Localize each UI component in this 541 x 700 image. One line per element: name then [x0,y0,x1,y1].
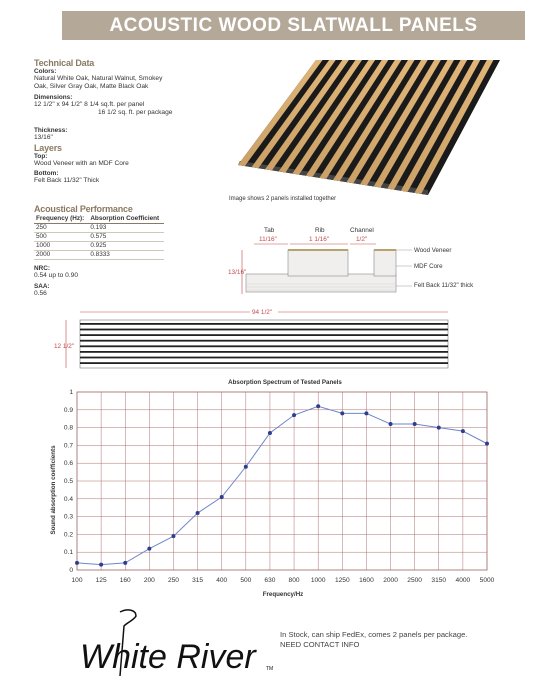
top-layer-label: Top: [34,153,48,160]
x-tick-label: 160 [119,577,131,584]
data-point [316,404,320,408]
white-river-logo [80,606,280,686]
table-row [34,232,164,241]
flat-slat-line [80,351,448,353]
thickness-dimension: 13/16" [228,269,247,276]
x-tick-label: 200 [143,577,155,584]
data-point [340,411,344,415]
y-tick-label: 0.4 [63,495,73,503]
table-row [34,250,164,259]
rib-label: Rib [315,227,325,234]
data-point [196,511,200,515]
dimensions-label: Dimensions: [34,94,73,101]
data-point [147,547,151,551]
wood-veneer-label: Wood Veneer [414,247,452,254]
data-point [485,442,489,446]
column-header-frequency: Frequency (Hz): [36,214,85,222]
panel-flat-drawing [54,306,454,372]
stock-info: In Stock, can ship FedEx, comes 2 panels per package. [280,630,468,639]
y-tick-label: 0 [69,567,73,574]
table-cell: 250 [36,224,47,231]
rib-value: 1 1/16" [309,236,330,243]
chart-series [75,404,489,566]
image-caption: Image shows 2 panels installed together [229,196,337,202]
table-row [34,241,164,250]
logo-text: White River [80,638,256,676]
table-cell: 500 [36,233,47,240]
flat-slat-line [80,334,448,336]
x-tick-label: 2500 [407,577,422,584]
data-point [220,495,224,499]
x-tick-label: 400 [216,577,228,584]
chart-x-ticks [71,577,494,584]
chart-y-axis-label: Sound absorption coefficients [50,445,57,535]
logo-graphic [80,606,280,686]
data-point [389,422,393,426]
data-point [75,561,79,565]
data-point [244,465,248,469]
thickness-value: 13/16" [34,134,53,141]
x-tick-label: 800 [288,577,300,584]
logo-trademark: TM [266,666,274,672]
y-tick-label: 0.6 [63,460,73,468]
acoustical-table [34,214,164,260]
table-cell: 0.925 [90,242,107,249]
flat-slat-line [80,340,448,342]
mdf-core-label: MDF Core [414,263,443,270]
table-cell: 1000 [36,242,51,249]
absorption-chart [40,372,510,602]
colors-line-2: Oak, Silver Gray Oak, Matte Black Oak [34,83,149,90]
x-tick-label: 4000 [455,577,471,584]
flat-slat-line [80,323,448,325]
data-point [413,422,417,426]
tab-label: Tab [264,227,275,234]
data-point [99,563,103,567]
data-point [292,413,296,417]
y-tick-label: 0.8 [63,424,73,432]
cross-section-diagram [228,224,528,304]
leader-lines [396,250,412,286]
bottom-layer-label: Bottom: [34,170,59,177]
channel-label: Channel [350,227,374,234]
colors-line-1: Natural White Oak, Natural Walnut, Smokey [34,75,163,82]
acoustical-section [34,204,184,298]
table-cell: 0.575 [90,233,107,240]
series-line [77,406,487,564]
flat-slat-line [80,357,448,359]
x-tick-label: 2000 [383,577,398,584]
table-row [34,223,164,232]
nrc-value: 0.54 up to 0.90 [34,271,78,279]
acoustical-heading: Acoustical Performance [34,204,133,214]
y-tick-label: 0.9 [63,406,73,414]
x-tick-label: 1250 [334,577,350,584]
channel-value: 1/2" [356,236,368,243]
dimensions-line-2: 16 1/2 sq. ft. per package [98,109,173,116]
technical-data-section [34,58,234,185]
chart-grid [77,392,487,570]
data-point [364,411,368,415]
panel-product-image [228,55,503,195]
thickness-label: Thickness: [34,127,68,134]
panel-length-label: 94 1/2" [252,309,273,316]
y-tick-label: 1 [69,389,73,396]
technical-data-heading: Technical Data [34,58,95,68]
table-cell: 2000 [36,251,51,258]
flat-slat-line [80,329,448,331]
x-tick-label: 1000 [310,577,326,584]
cross-section-shape [246,249,396,292]
top-layer-value: Wood Veneer with an MDF Core [34,160,129,167]
x-tick-label: 500 [240,577,252,584]
y-tick-label: 0.1 [63,549,73,557]
x-tick-label: 315 [192,577,204,584]
data-point [461,429,465,433]
flat-slat-line [80,345,448,347]
x-tick-label: 3150 [431,577,447,584]
x-tick-label: 125 [95,577,107,584]
x-tick-label: 5000 [479,577,495,584]
saa-label: SAA: [34,282,50,290]
data-point [123,561,127,565]
data-point [268,431,272,435]
saa-value: 0.56 [34,289,47,297]
contact-info: NEED CONTACT INFO [280,640,360,649]
x-tick-label: 630 [264,577,276,584]
panel-height-label: 12 1/2" [54,343,75,350]
x-tick-label: 1600 [359,577,374,584]
x-tick-label: 250 [167,577,179,584]
colors-label: Colors: [34,68,57,75]
table-header-row [34,214,164,223]
page-title: ACOUSTIC WOOD SLATWALL PANELS [62,11,525,40]
bottom-layer-value: Felt Back 11/32" Thick [34,177,100,184]
data-point [437,426,441,430]
flat-slat-line [80,362,448,364]
tab-value: 11/16" [259,236,277,243]
y-tick-label: 0.7 [63,442,73,450]
chart-title: Absorption Spectrum of Tested Panels [228,379,342,386]
y-tick-label: 0.3 [63,513,73,521]
table-cell: 0.8333 [90,251,110,258]
data-point [171,534,175,538]
nrc-label: NRC: [34,264,50,272]
dimensions-line-1: 12 1/2" x 94 1/2" 8 1/4 sq.ft. per panel [34,101,145,108]
column-header-absorption: Absorption Coefficient [90,214,160,222]
y-tick-label: 0.5 [63,478,73,485]
chart-y-ticks [64,389,74,574]
felt-back-label: Felt Back 11/32" thick [414,282,474,289]
y-tick-label: 0.2 [63,531,73,539]
x-tick-label: 100 [71,577,83,584]
layers-heading: Layers [34,143,62,153]
table-cell: 0.193 [90,224,107,231]
chart-x-axis-label: Frequency/Hz [262,591,304,598]
